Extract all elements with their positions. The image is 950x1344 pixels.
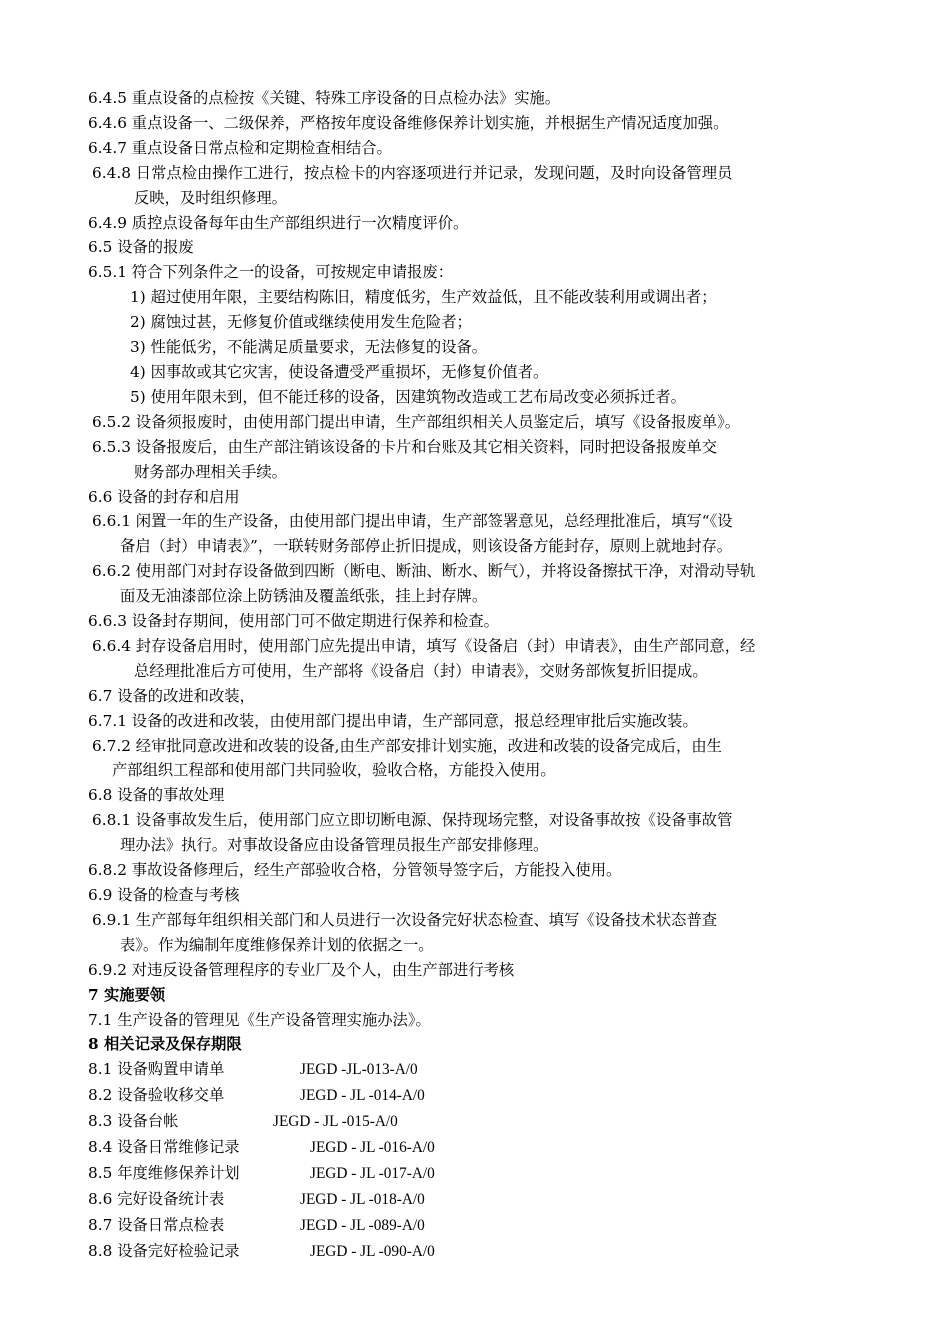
section-6-9-heading: 6.9 设备的检查与考核 bbox=[88, 886, 240, 904]
document-page bbox=[88, 86, 878, 1265]
condition-item: 5) 使用年限未到，但不能迁移的设备，因建筑物改造或工艺布局改变必须拆迁者。 bbox=[130, 387, 686, 406]
record-name: 8.5 年度维修保养计划 bbox=[88, 1163, 240, 1182]
section-6-6-heading: 6.6 设备的封存和启用 bbox=[88, 487, 240, 506]
record-name: 8.4 设备日常维修记录 bbox=[88, 1138, 240, 1157]
clause-6-7-2: 6.7.2 经审批同意改进和改装的设备,由生产部安排计划实施，改进和改装的设备完成后，由生 bbox=[92, 736, 722, 755]
clause-6-5-3-cont: 财务部办理相关手续。 bbox=[134, 462, 287, 481]
record-code: JEGD -JL-013-A/0 bbox=[300, 1061, 418, 1079]
section-6-8-heading: 6.8 设备的事故处理 bbox=[88, 786, 225, 805]
clause-6-6-4: 6.6.4 封存设备启用时，使用部门应先提出申请，填写《设备启（封）申请表》，由生产部同意，经 bbox=[92, 636, 756, 655]
record-row bbox=[88, 1161, 878, 1187]
clause-6-4-7: 6.4.7 重点设备日常点检和定期检查相结合。 bbox=[88, 138, 392, 157]
record-name: 8.8 设备完好检验记录 bbox=[88, 1241, 240, 1260]
clause-6-4-5: 6.4.5 重点设备的点检按《关键、特殊工序设备的日点检办法》实施。 bbox=[88, 89, 561, 107]
record-row bbox=[88, 1239, 878, 1265]
clause-6-9-1-cont: 表》。作为编制年度维修保养计划的依据之一。 bbox=[120, 935, 434, 954]
clause-7-1: 7.1 生产设备的管理见《生产设备管理实施办法》。 bbox=[88, 1010, 431, 1029]
record-code: JEGD - JL -017-A/0 bbox=[310, 1164, 435, 1182]
section-6-5-heading: 6.5 设备的报废 bbox=[88, 238, 194, 257]
section-6-7-heading: 6.7 设备的改进和改装， bbox=[88, 686, 255, 705]
clause-6-7-2-cont: 产部组织工程部和使用部门共同验收，验收合格，方能投入使用。 bbox=[112, 761, 556, 780]
clause-6-5-2: 6.5.2 设备须报废时，由使用部门提出申请，生产部组织相关人员鉴定后，填写《设备报废单》。 bbox=[92, 412, 741, 431]
condition-item: 1) 超过使用年限，主要结构陈旧，精度低劣，生产效益低，且不能改装利用或调出者； bbox=[130, 288, 717, 307]
clause-6-4-6: 6.4.6 重点设备一、二级保养，严格按年度设备维修保养计划实施，并根据生产情况适度加强。 bbox=[88, 113, 729, 132]
clause-6-4-9: 6.4.9 质控点设备每年由生产部组织进行一次精度评价。 bbox=[88, 213, 469, 232]
record-row bbox=[88, 1187, 878, 1213]
record-row bbox=[88, 1213, 878, 1239]
section-7-heading: 7 实施要领 bbox=[88, 985, 166, 1004]
clause-6-7-1: 6.7.1 设备的改进和改装，由使用部门提出申请，生产部同意，报总经理审批后实施改装。 bbox=[88, 711, 698, 730]
record-name: 8.7 设备日常点检表 bbox=[88, 1215, 225, 1234]
record-code: JEGD - JL -015-A/0 bbox=[273, 1113, 398, 1131]
condition-item: 4) 因事故或其它灾害，使设备遭受严重损坏，无修复价值者。 bbox=[130, 362, 549, 381]
clause-6-8-2: 6.8.2 事故设备修理后，经生产部验收合格，分管领导签字后，方能投入使用。 bbox=[88, 861, 622, 880]
clause-6-4-8: 6.4.8 日常点检由操作工进行，按点检卡的内容逐项进行并记录，发现问题，及时向设备管理员 bbox=[92, 163, 733, 182]
record-name: 8.1 设备购置申请单 bbox=[88, 1060, 225, 1079]
condition-item: 3) 性能低劣，不能满足质量要求，无法修复的设备。 bbox=[130, 338, 488, 357]
record-row bbox=[88, 1109, 878, 1135]
record-code: JEGD - JL -018-A/0 bbox=[300, 1190, 425, 1208]
clause-6-5-3: 6.5.3 设备报废后，由生产部注销该设备的卡片和台账及其它相关资料，同时把设备报废单交 bbox=[92, 437, 718, 456]
clause-6-9-1: 6.9.1 生产部每年组织相关部门和人员进行一次设备完好状态检查、填写《设备技术状态普查 bbox=[92, 910, 718, 929]
clause-6-4-8-cont: 反映，及时组织修理。 bbox=[134, 188, 287, 207]
record-row bbox=[88, 1057, 878, 1083]
record-code: JEGD - JL -016-A/0 bbox=[310, 1139, 435, 1157]
clause-6-6-2: 6.6.2 使用部门对封存设备做到四断（断电、断油、断水、断气），并将设备擦拭干净，对滑动导轨 bbox=[92, 562, 756, 581]
record-name: 8.6 完好设备统计表 bbox=[88, 1189, 225, 1208]
clause-6-6-1: 6.6.1 闲置一年的生产设备，由使用部门提出申请，生产部签署意见，总经理批准后，填写“《设 bbox=[92, 512, 733, 531]
section-8-heading: 8 相关记录及保存期限 bbox=[88, 1035, 242, 1054]
clause-6-8-1: 6.8.1 设备事故发生后，使用部门应立即切断电源、保持现场完整，对设备事故按《设备事故管 bbox=[92, 811, 733, 830]
clause-6-6-2-cont: 面及无油漆部位涂上防锈油及覆盖纸张，挂上封存牌。 bbox=[120, 587, 488, 606]
clause-6-6-1-cont: 备启（封）申请表》”，一联转财务部停止折旧提成，则该设备方能封存，原则上就地封存。 bbox=[120, 537, 733, 556]
clause-6-9-2: 6.9.2 对违反设备管理程序的专业厂及个人，由生产部进行考核 bbox=[88, 960, 515, 979]
record-code: JEGD - JL -014-A/0 bbox=[300, 1087, 425, 1105]
clause-6-6-4-cont: 总经理批准后方可使用，生产部将《设备启（封）申请表》，交财务部恢复折旧提成。 bbox=[134, 661, 708, 680]
clause-6-6-3: 6.6.3 设备封存期间，使用部门可不做定期进行保养和检查。 bbox=[88, 612, 499, 631]
clause-6-5-1: 6.5.1 符合下列条件之一的设备，可按规定申请报废： bbox=[88, 263, 454, 282]
record-row bbox=[88, 1083, 878, 1109]
clause-6-8-1-cont: 理办法》执行。对事故设备应由设备管理员报生产部安排修理。 bbox=[120, 836, 549, 855]
record-name: 8.2 设备验收移交单 bbox=[88, 1086, 225, 1105]
record-row bbox=[88, 1135, 878, 1161]
record-code: JEGD - JL -090-A/0 bbox=[310, 1242, 435, 1260]
record-name: 8.3 设备台帐 bbox=[88, 1112, 179, 1131]
record-code: JEGD - JL -089-A/0 bbox=[300, 1216, 425, 1234]
condition-item: 2) 腐蚀过甚，无修复价值或继续使用发生危险者； bbox=[130, 313, 472, 332]
